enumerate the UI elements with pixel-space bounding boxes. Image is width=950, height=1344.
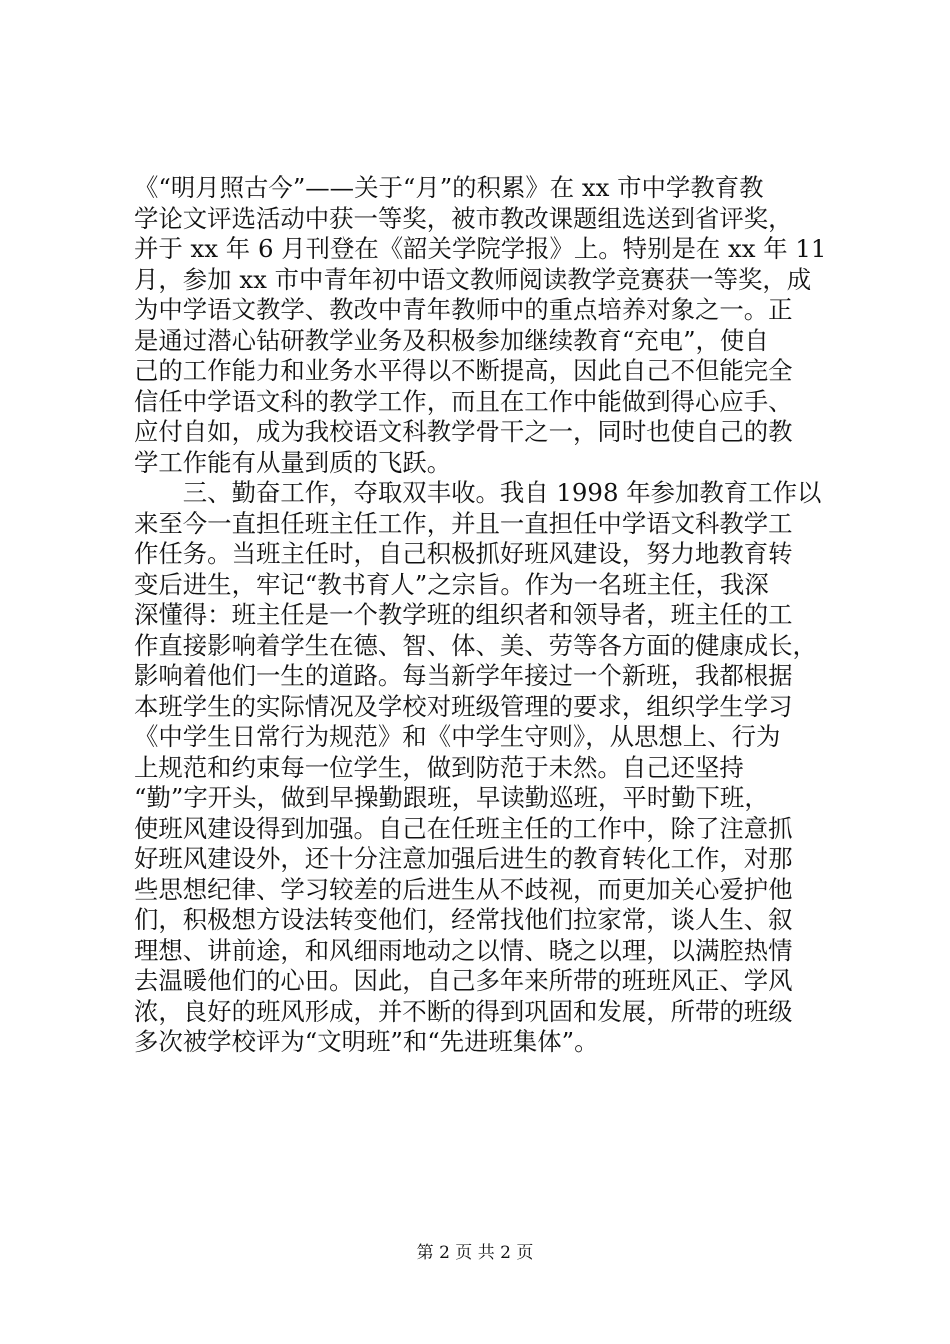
text-line: 月，参加 xx 市中青年初中语文教师阅读教学竞赛获一等奖，成 bbox=[134, 264, 812, 294]
text-line: 影响着他们一生的道路。每当新学年接过一个新班，我都根据 bbox=[134, 661, 793, 690]
text-line: 些思想纪律、学习较差的后进生从不歧视，而更加关心爱护他 bbox=[134, 874, 793, 904]
text-line: 深懂得：班主任是一个教学班的组织者和领导者，班主任的工 bbox=[134, 600, 793, 629]
page-number-footer: 第 2 页 共 2 页 bbox=[416, 1243, 534, 1263]
text-line: 三、勤奋工作，夺取双丰收。我自 1998 年参加教育工作以 bbox=[134, 478, 822, 507]
text-line: 信任中学语文科的教学工作，而且在工作中能做到得心应手、 bbox=[134, 386, 793, 416]
text-line: 为中学语文教学、教改中青年教师中的重点培养对象之一。正 bbox=[134, 295, 793, 324]
text-line: 《中学生日常行为规范》和《中学生守则》，从思想上、行为 bbox=[134, 722, 781, 751]
text-line: 去温暖他们的心田。因此，自己多年来所带的班班风正、学风 bbox=[134, 966, 793, 995]
text-line: 们，积极想方设法转变他们，经常找他们拉家常，谈人生、叙 bbox=[134, 905, 793, 934]
text-line: 《“明月照古今”——关于“月”的积累》在 xx 市中学教育教 bbox=[134, 173, 764, 202]
text-line: 多次被学校评为“文明班”和“先进班集体”。 bbox=[134, 1027, 599, 1056]
text-line: “勤”字开头，做到早操勤跟班，早读勤巡班，平时勤下班， bbox=[134, 783, 769, 812]
text-line: 作直接影响着学生在德、智、体、美、劳等各方面的健康成长， bbox=[134, 630, 817, 660]
text-line: 上规范和约束每一位学生，做到防范于未然。自己还坚持 bbox=[134, 752, 744, 782]
text-line: 学工作能有从量到质的飞跃。 bbox=[134, 447, 452, 477]
text-line: 好班风建设外，还十分注意加强后进生的教育转化工作，对那 bbox=[134, 844, 793, 873]
text-line: 变后进生，牢记“教书育人”之宗旨。作为一名班主任，我深 bbox=[134, 569, 769, 599]
text-line: 本班学生的实际情况及学校对班级管理的要求，组织学生学习 bbox=[134, 691, 793, 721]
text-line: 来至今一直担任班主任工作，并且一直担任中学语文科教学工 bbox=[134, 508, 793, 538]
text-line: 是通过潜心钻研教学业务及积极参加继续教育“充电”，使自 bbox=[134, 325, 769, 355]
text-line: 浓，良好的班风形成，并不断的得到巩固和发展，所带的班级 bbox=[134, 996, 793, 1026]
text-line: 并于 xx 年 6 月刊登在《韶关学院学报》上。特别是在 xx 年 11 bbox=[134, 234, 827, 263]
body-text bbox=[134, 173, 834, 1058]
text-line: 己的工作能力和业务水平得以不断提高，因此自己不但能完全 bbox=[134, 356, 793, 385]
text-line: 学论文评选活动中获一等奖，被市教改课题组选送到省评奖， bbox=[134, 203, 793, 233]
text-line: 应付自如，成为我校语文科教学骨干之一，同时也使自己的教 bbox=[134, 417, 793, 446]
text-line: 使班风建设得到加强。自己在任班主任的工作中，除了注意抓 bbox=[134, 813, 793, 843]
text-line: 理想、讲前途，和风细雨地动之以情、晓之以理，以满腔热情 bbox=[134, 935, 793, 965]
text-line: 作任务。当班主任时，自己积极抓好班风建设，努力地教育转 bbox=[134, 539, 793, 568]
